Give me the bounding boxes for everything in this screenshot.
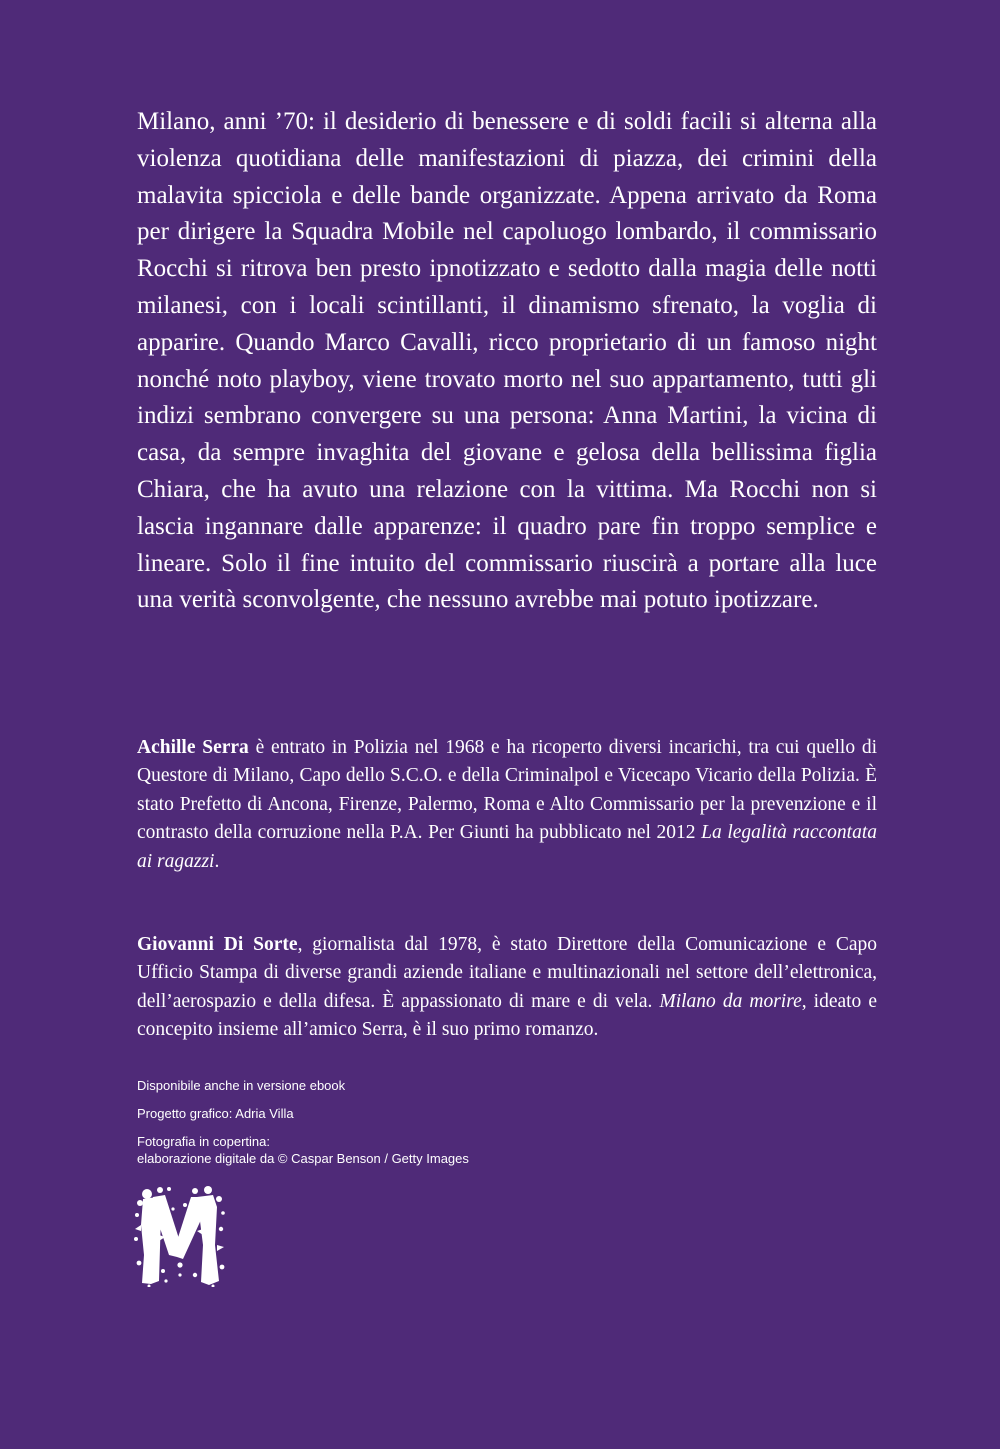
author-bio-text: , giornalista dal 1978, è stato Direttore della Comunicazione e Capo Ufficio Stampa di diverse grandi aziende italiane e multinazionali nel settore dell’elettronica, dell’aerospazio e della difesa. È appassionato di mare e di vela. bbox=[137, 934, 877, 1012]
author-bio-disorte bbox=[137, 931, 877, 1045]
author-bio-text: è entrato in Polizia nel 1968 e ha ricoperto diversi incarichi, tra cui quello di Questore di Milano, Capo dello S.C.O. e della Criminalpol e Vicecapo Vicario della Polizia. È stato Prefetto di Ancona, Firenze, Palermo, Roma e Alto Commissario per la prevenzione e il contrasto della corruzione nella P.A. Per Giunti ha pubblicato nel 2012 bbox=[137, 737, 877, 844]
author-bio-serra bbox=[137, 734, 877, 876]
synopsis-paragraph: Milano, anni ’70: il desiderio di benessere e di soldi facili si alterna alla violenza quotidiana delle manifestazioni di piazza, dei crimini della malavita spicciola e delle bande organizzate. Appena arrivato da Roma per dirigere la Squadra Mobile nel capoluogo lombardo, il commissario Rocchi si ritrova ben presto ipnotizzato e sedotto dalla magia delle notti milanesi, con i locali scintillanti, il dinamismo sfrenato, la voglia di apparire. Quando Marco Cavalli, ricco proprietario di un famoso night nonché noto playboy, viene trovato morto nel suo appartamento, tutti gli indizi sembrano convergere su una persona: Anna Martini, la vicina di casa, da sempre invaghita del giovane e gelosa della bellissima figlia Chiara, che ha avuto una relazione con la vittima. Ma Rocchi non si lascia ingannare dalle apparenze: il quadro pare fin troppo semplice e lineare. Solo il fine intuito del commissario riuscirà a portare alla luce una verità sconvolgente, che nessuno avrebbe mai potuto ipotizzare. bbox=[137, 108, 877, 614]
splatter-m-logo bbox=[133, 1185, 225, 1287]
photo-credit bbox=[137, 1133, 469, 1167]
design-credit: Progetto grafico: Adria Villa bbox=[137, 1106, 294, 1121]
author-name: Achille Serra bbox=[137, 737, 249, 758]
photo-credit-line: elaborazione digitale da © Caspar Benson / Getty Images bbox=[137, 1151, 469, 1166]
author-bio-end: , ideato e concepito insieme all’amico Serra, è il suo primo romanzo. bbox=[137, 990, 877, 1041]
ebook-note: Disponibile anche in versione ebook bbox=[137, 1078, 346, 1093]
photo-credit-line: Fotografia in copertina: bbox=[137, 1134, 270, 1149]
book-title: Milano da morire bbox=[659, 990, 802, 1012]
book-title: La legalità raccontata ai ragazzi bbox=[137, 822, 877, 872]
author-name: Giovanni Di Sorte bbox=[137, 934, 298, 955]
author-bio-end: . bbox=[214, 850, 220, 872]
